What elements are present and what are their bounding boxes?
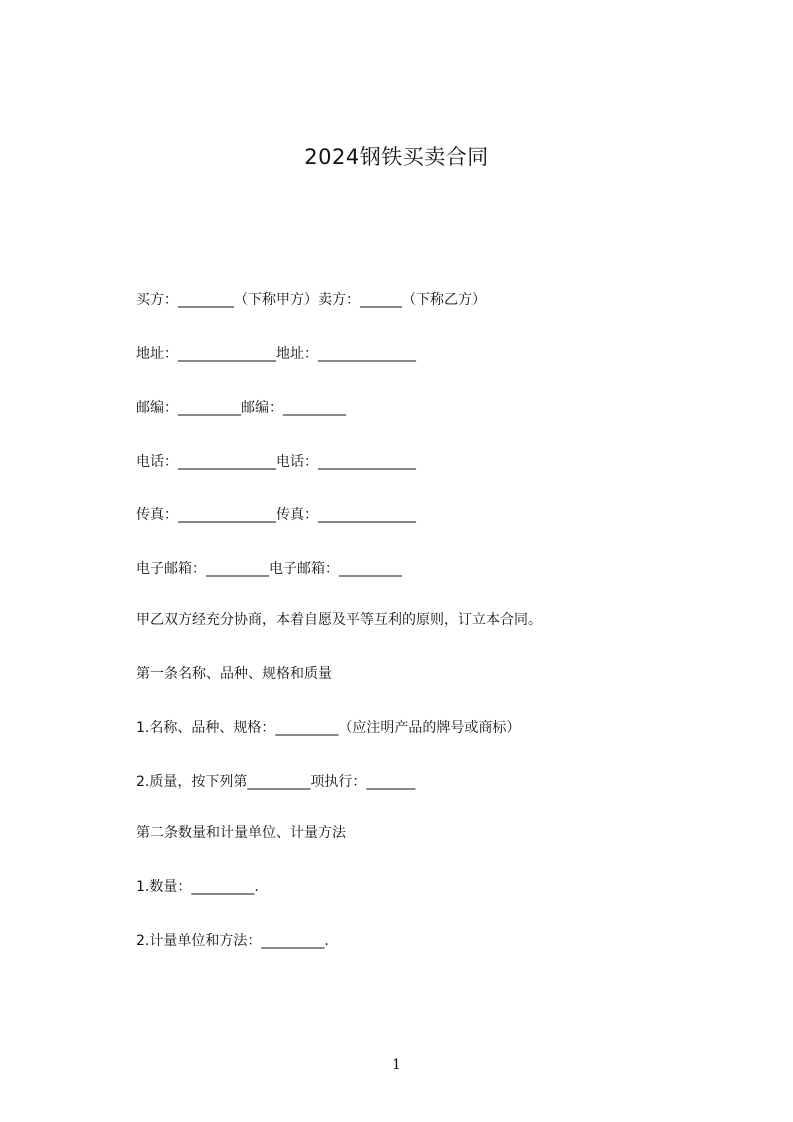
page-number: 1 xyxy=(392,1057,401,1073)
document-title: 2024钢铁买卖合同 xyxy=(304,145,489,169)
buyer-seller-line: 买方：________（下称甲方）卖方：______（下称乙方） xyxy=(136,292,486,308)
address-line: 地址：______________地址：______________ xyxy=(136,346,416,362)
article-one-heading: 第一条名称、品种、规格和质量 xyxy=(136,666,332,682)
phone-line: 电话：______________电话：______________ xyxy=(136,454,416,470)
fax-line: 传真：______________传真：______________ xyxy=(136,507,416,523)
email-line: 电子邮箱：_________电子邮箱：_________ xyxy=(136,561,402,577)
article-one-item-1: 1.名称、品种、规格：_________（应注明产品的牌号或商标） xyxy=(136,720,521,736)
postcode-line: 邮编：_________邮编：_________ xyxy=(136,400,346,416)
article-two-item-2: 2.计量单位和方法：_________. xyxy=(136,933,329,949)
article-one-item-2: 2.质量，按下列第_________项执行：_______ xyxy=(136,774,416,790)
article-two-heading: 第二条数量和计量单位、计量方法 xyxy=(136,825,346,841)
agreement-statement: 甲乙双方经充分协商，本着自愿及平等互利的原则，订立本合同。 xyxy=(136,612,542,628)
article-two-item-1: 1.数量：_________. xyxy=(136,879,259,895)
